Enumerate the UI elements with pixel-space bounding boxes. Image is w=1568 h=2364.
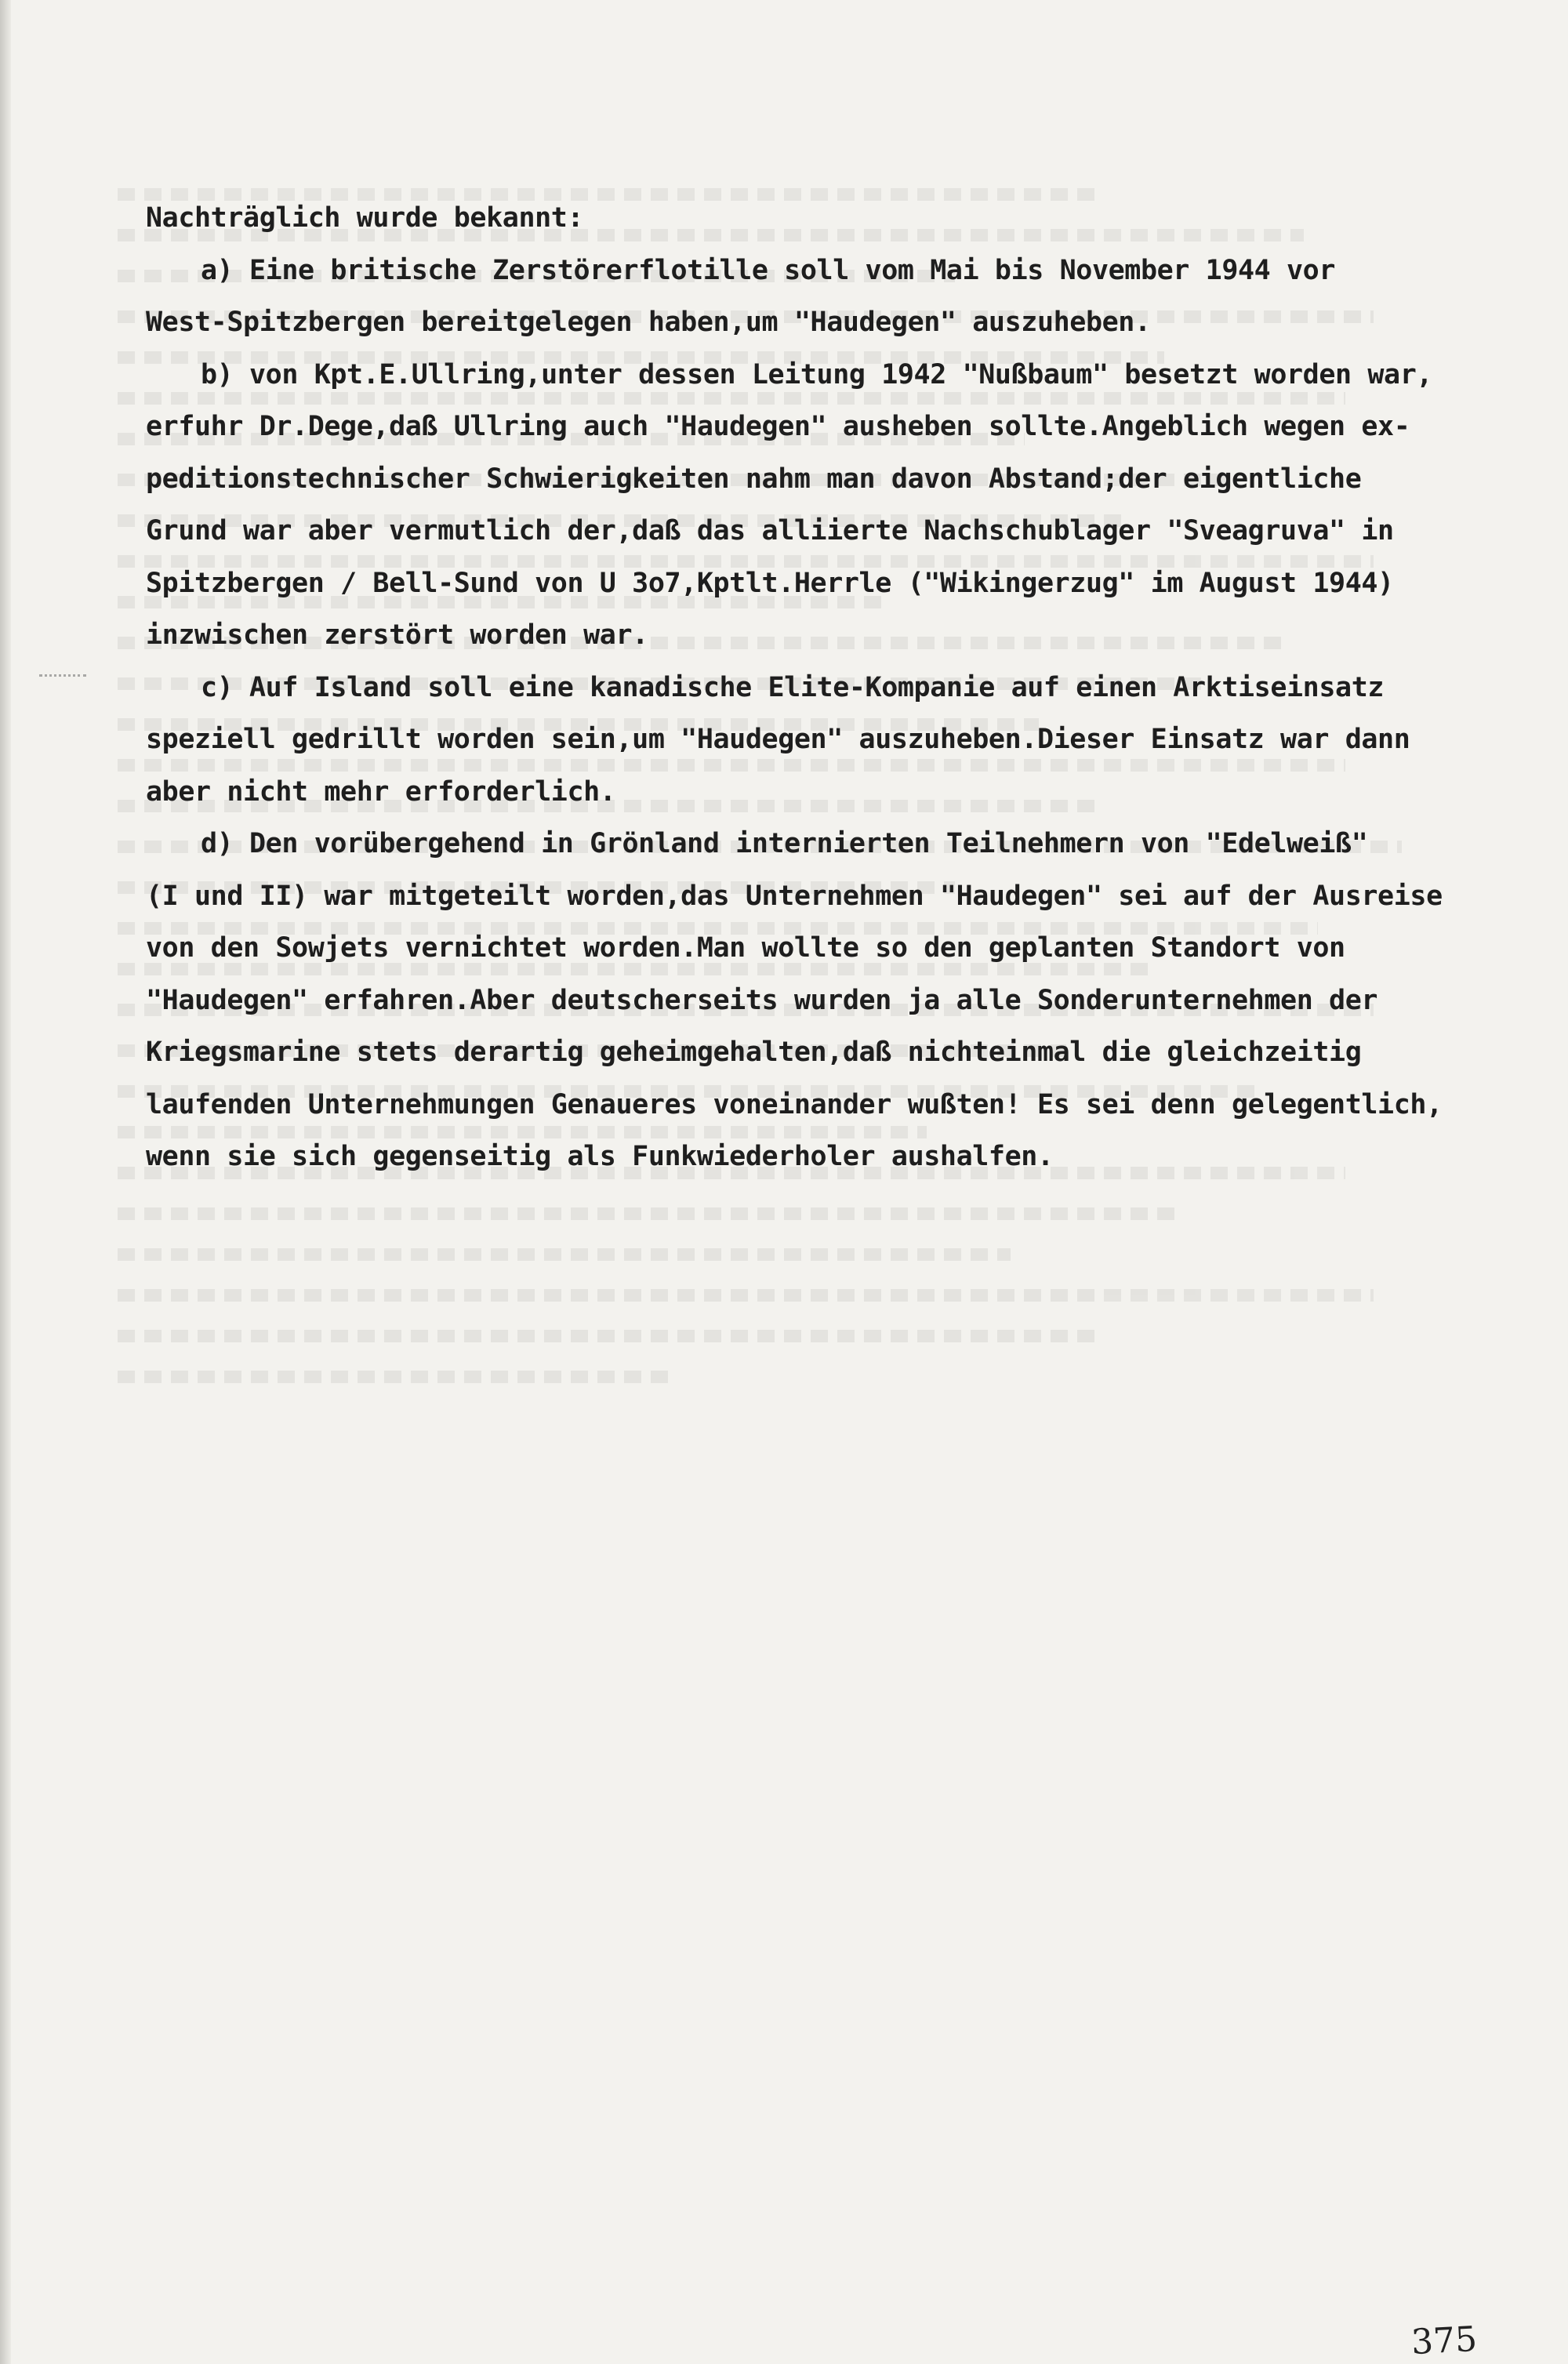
page-edge xyxy=(0,0,11,2364)
text-line: c) Auf Island soll eine kanadische Elite-Kompanie auf einen Arktiseinsatz xyxy=(201,671,1385,703)
text-line: inzwischen zerstört worden war. xyxy=(146,619,648,651)
page-number: 375 xyxy=(1410,2319,1479,2363)
text-line: Grund war aber vermutlich der,daß das alliierte Nachschublager "Sveagruva" in xyxy=(146,515,1394,547)
margin-mark xyxy=(39,674,86,681)
text-line: laufenden Unternehmungen Genaueres voneinander wußten! Es sei denn gelegentlich, xyxy=(146,1088,1443,1120)
text-line: peditionstechnischer Schwierigkeiten nahm man davon Abstand;der eigentliche xyxy=(146,463,1362,495)
text-line: aber nicht mehr erforderlich. xyxy=(146,775,616,808)
text-line: von den Sowjets vernichtet worden.Man wollte so den geplanten Standort von xyxy=(146,932,1345,964)
text-line: West-Spitzbergen bereitgelegen haben,um "Haudegen" auszuheben. xyxy=(146,307,1151,338)
text-line: wenn sie sich gegenseitig als Funkwiederholer aushalfen. xyxy=(146,1141,1054,1172)
text-line: Kriegsmarine stets derartig geheimgehalten,daß nichteinmal die gleichzeitig xyxy=(146,1037,1362,1068)
text-line: d) Den vorübergehend in Grönland internierten Teilnehmern von "Edelweiß" xyxy=(201,828,1368,859)
text-line: "Haudegen" erfahren.Aber deutscherseits wurden ja alle Sonderunternehmen der xyxy=(146,984,1378,1016)
text-line: erfuhr Dr.Dege,daß Ullring auch "Haudegen" ausheben sollte.Angeblich wegen ex- xyxy=(146,411,1410,442)
document-body xyxy=(146,192,1510,1183)
text-line: b) von Kpt.E.Ullring,unter dessen Leitung 1942 "Nußbaum" besetzt worden war, xyxy=(201,358,1433,390)
text-line: Spitzbergen / Bell-Sund von U 3o7,Kptlt.Herrle ("Wikingerzug" im August 1944) xyxy=(146,567,1394,599)
text-line: a) Eine britische Zerstörerflotille soll vom Mai bis November 1944 vor xyxy=(201,254,1336,286)
text-line: (I und II) war mitgeteilt worden,das Unternehmen "Haudegen" sei auf der Ausreise xyxy=(146,880,1443,912)
heading-line: Nachträglich wurde bekannt: xyxy=(146,202,584,234)
text-line: speziell gedrillt worden sein,um "Haudegen" auszuheben.Dieser Einsatz war dann xyxy=(146,724,1410,755)
